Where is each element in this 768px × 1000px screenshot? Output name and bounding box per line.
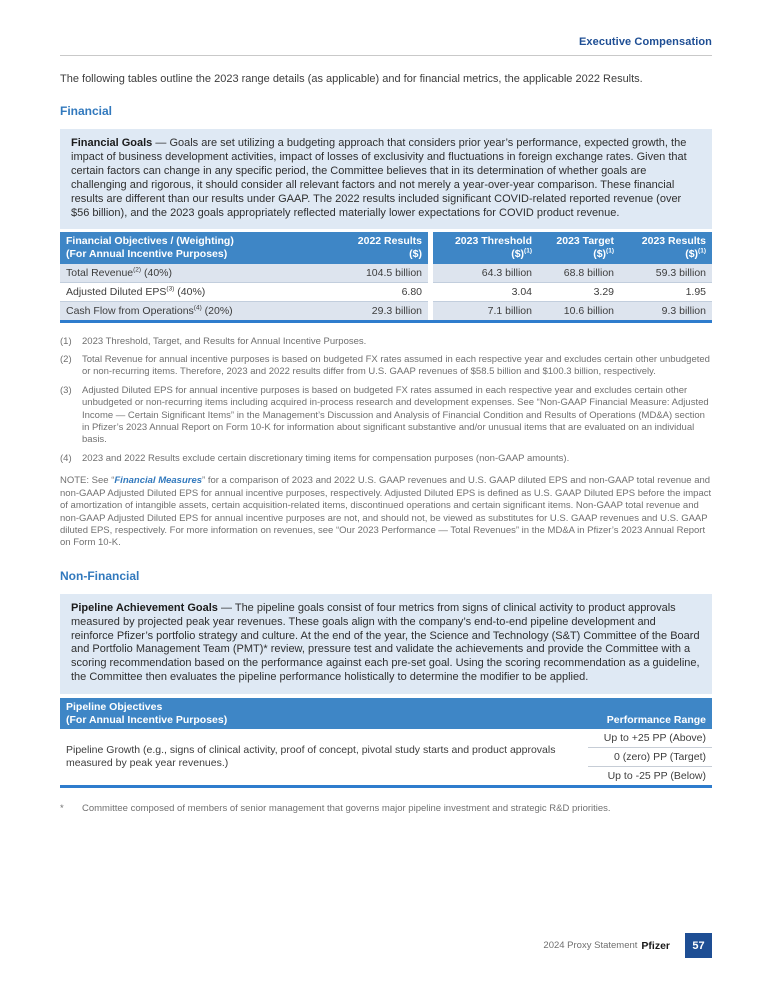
footnote-ref-1: (1) <box>698 247 706 255</box>
footnote-number: (2) <box>60 354 72 366</box>
col-header-2023-target-line1: 2023 Target <box>556 235 614 248</box>
financial-goals-title: Financial Goals <box>71 137 153 149</box>
col-header-pipeline-objectives <box>60 698 588 729</box>
col-header-performance-range: Performance Range <box>588 698 712 729</box>
col-header-objectives <box>60 232 318 263</box>
cell-2023-results: 59.3 billion <box>620 264 712 283</box>
pipeline-goals-title: Pipeline Achievement Goals <box>71 601 218 614</box>
col-header-2022-results-line1: 2022 Results <box>357 235 422 248</box>
note-paragraph <box>60 475 712 549</box>
range-target: 0 (zero) PP (Target) <box>588 748 712 767</box>
col-header-pipeline-objectives-line2: (For Annual Incentive Purposes) <box>66 713 228 726</box>
note-suffix: ” for a comparison of 2023 and 2022 U.S. GAAP revenues and U.S. GAAP diluted EPS and non-GAAP total revenue and non-GAAP Adjusted Diluted EPS for annual incentive purposes, respectively. Adjusted Diluted EPS is defined as U.S. GAAP Diluted EPS before the impact of amortization of intangible assets, certain acquisition-related items, discontinued operations and certain significant items. Non-GAAP total revenue and non-GAAP Adjusted Diluted EPS for annual incentive purposes are not, and should not, be viewed as substitutes for U.S. GAAP revenues and U.S. GAAP diluted EPS, respectively. For more information on revenues, see “Our 2023 Performance — Total Revenues” in the MD&A in Pfizer’s 2023 Annual Report on Form 10-K. <box>60 475 712 549</box>
footnote-4 <box>60 453 712 465</box>
cell-2023-threshold: 64.3 billion <box>433 264 538 283</box>
cell-2023-target: 3.29 <box>538 282 620 301</box>
col-header-2023-threshold-line2: ($)$^{(1)}$ <box>511 247 532 261</box>
footnote-number: (1) <box>60 335 72 347</box>
financial-goals-body: Goals are set utilizing a budgeting approach that considers prior year’s performance, expected growth, the impact of business development activities, impact of losses of exclusivity and fluctuations in foreign exchange rates. Given that certain factors can change in any specific period, the Committee believes that in its determination of whether goals are challenging and rigorous, it should consider all relevant factors and not merely a year-over-year comparison. These financial results are different than our results under GAAP. The 2022 results included significant COVID-related reported revenue (over $56 billion), and the 2023 goals appropriately reflected materially lower expectations for COVID product revenue. <box>71 137 687 219</box>
section-label: Executive Compensation <box>578 36 712 48</box>
row-label: Total Revenue$^{(2)}$ (40%) <box>60 264 318 283</box>
footnote-text: 2023 Threshold, Target, and Results for Annual Incentive Purposes. <box>82 335 367 347</box>
row-label: Adjusted Diluted EPS$^{(3)}$ (40%) <box>60 282 318 301</box>
pipeline-table-header-row <box>60 698 712 729</box>
financial-measures-link[interactable]: Financial Measures <box>114 475 203 487</box>
cell-2023-results: 9.3 billion <box>620 301 712 321</box>
footnote-text: Total Revenue for annual incentive purposes is based on budgeted FX rates assumed in each respective year and excludes certain other unbudgeted or non-recurring items. Therefore, 2023 and 2022 results differ from U.S. GAAP revenues of $58.5 billion and $100.3 billion, respectively. <box>82 354 710 378</box>
col-header-2023-target <box>538 232 620 263</box>
col-header-2023-threshold-line1: 2023 Threshold <box>454 235 532 248</box>
intro-paragraph: The following tables outline the 2023 range details (as applicable) and for financial metrics, the applicable 2022 Results. <box>60 73 643 85</box>
pipeline-objective-cell: Pipeline Growth (e.g., signs of clinical activity, proof of concept, pivotal study starts and product approvals measured by peak year revenues.) <box>66 744 556 770</box>
page-footer <box>543 933 712 958</box>
range-above: Up to +25 PP (Above) <box>603 732 706 745</box>
col-header-2022-results-line2: ($) <box>409 248 422 261</box>
footnote-2 <box>60 354 712 379</box>
pipeline-goals-box <box>60 594 712 694</box>
pipeline-goals-body: The pipeline goals consist of four metrics from signs of clinical activity to product approvals measured by projected peak year revenues. These goals align with the company’s end-to-end pipeline development and reinforce Pfizer’s portfolio strategy and culture. At the end of the year, the Science and Technology (S&T) Committee of the Board and Portfolio Management Team (PMT)* review, pressure test and validate the achievements and provide the Committee with a scoring recommendation based on the performance against each pre-set goal. Using the scoring recommendation as a guideline, the Committee then evaluates the pipeline performance holistically to determine the modifier to be applied. <box>71 601 700 684</box>
dash-separator: — <box>217 601 235 614</box>
pipeline-objectives-table <box>60 698 712 788</box>
col-header-2023-results <box>620 232 712 263</box>
cell-2022-results: 104.5 billion <box>318 264 428 283</box>
pipeline-range-row-above <box>60 729 712 748</box>
footnote-number: (3) <box>60 384 72 396</box>
cell-2023-target: 68.8 billion <box>538 264 620 283</box>
financial-objectives-table <box>60 232 712 322</box>
footnote-text: 2023 and 2022 Results exclude certain discretionary timing items for compensation purposes (non-GAAP amounts). <box>82 452 570 464</box>
footer-brand: Pfizer <box>641 939 670 952</box>
table-row-adjusted-diluted-eps <box>60 282 712 301</box>
col-header-objectives-line1: Financial Objectives / (Weighting) <box>66 235 234 248</box>
asterisk-marker: * <box>60 803 64 815</box>
row-label: Cash Flow from Operations$^{(4)}$ (20%) <box>60 301 318 321</box>
footnote-ref-2: (2) <box>133 266 142 274</box>
col-header-2022-results <box>318 232 428 263</box>
cell-2023-threshold: 3.04 <box>433 282 538 301</box>
footnote-text: Adjusted Diluted EPS for annual incentive purposes is based on budgeted FX rates assumed in each respective year and excludes certain other unbudgeted or non-recurring items including acquired in-process research and development expenses. See “Non-GAAP Financial Measure: Adjusted Income — Certain Significant Items” in the Management’s Discussion and Analysis of Financial Condition and Results of Operations (MD&A) section in Pfizer’s 2023 Annual Report on Form 10-K for information about significant substantive and/or unusual items that are evaluated on an individual basis. <box>82 384 709 446</box>
header-rule <box>60 55 712 56</box>
col-header-2023-threshold <box>433 232 538 263</box>
asterisk-footnote <box>60 803 712 815</box>
cell-2023-target: 10.6 billion <box>538 301 620 321</box>
dash-separator: — <box>152 137 170 149</box>
range-below: Up to -25 PP (Below) <box>588 767 712 787</box>
footnote-number: (4) <box>60 452 72 464</box>
non-financial-heading: Non-Financial <box>60 568 140 583</box>
footnote-1 <box>60 336 712 348</box>
footnote-3 <box>60 385 712 447</box>
col-header-2023-target-line2: ($)$^{(1)}$ <box>593 247 614 261</box>
cell-2022-results: 6.80 <box>318 282 428 301</box>
page-number-badge: 57 <box>685 933 712 958</box>
cell-2023-threshold: 7.1 billion <box>433 301 538 321</box>
col-header-objectives-line2: (For Annual Incentive Purposes) <box>66 248 228 261</box>
col-header-pipeline-objectives-line1: Pipeline Objectives <box>66 701 163 714</box>
table-row-total-revenue <box>60 264 712 283</box>
col-header-2023-results-line1: 2023 Results <box>641 235 706 248</box>
note-prefix: NOTE: See “ <box>60 475 115 487</box>
financial-goals-box <box>60 129 712 229</box>
footnote-ref-1: (1) <box>606 247 614 255</box>
footer-doc-title: 2024 Proxy Statement <box>543 940 638 951</box>
asterisk-footnote-text: Committee composed of members of senior management that governs major pipeline investment and strategic R&D priorities. <box>82 803 611 815</box>
footnote-ref-1: (1) <box>524 247 532 255</box>
footnote-ref-4: (4) <box>193 304 202 312</box>
table-row-cash-flow <box>60 301 712 321</box>
cell-2022-results: 29.3 billion <box>318 301 428 321</box>
col-header-2023-results-line2: ($)$^{(1)}$ <box>685 247 706 261</box>
cell-2023-results: 1.95 <box>620 282 712 301</box>
financial-footnotes <box>60 336 712 466</box>
financial-table-header-row <box>60 232 712 263</box>
footnote-ref-3: (3) <box>166 285 175 293</box>
financial-heading: Financial <box>60 104 113 118</box>
